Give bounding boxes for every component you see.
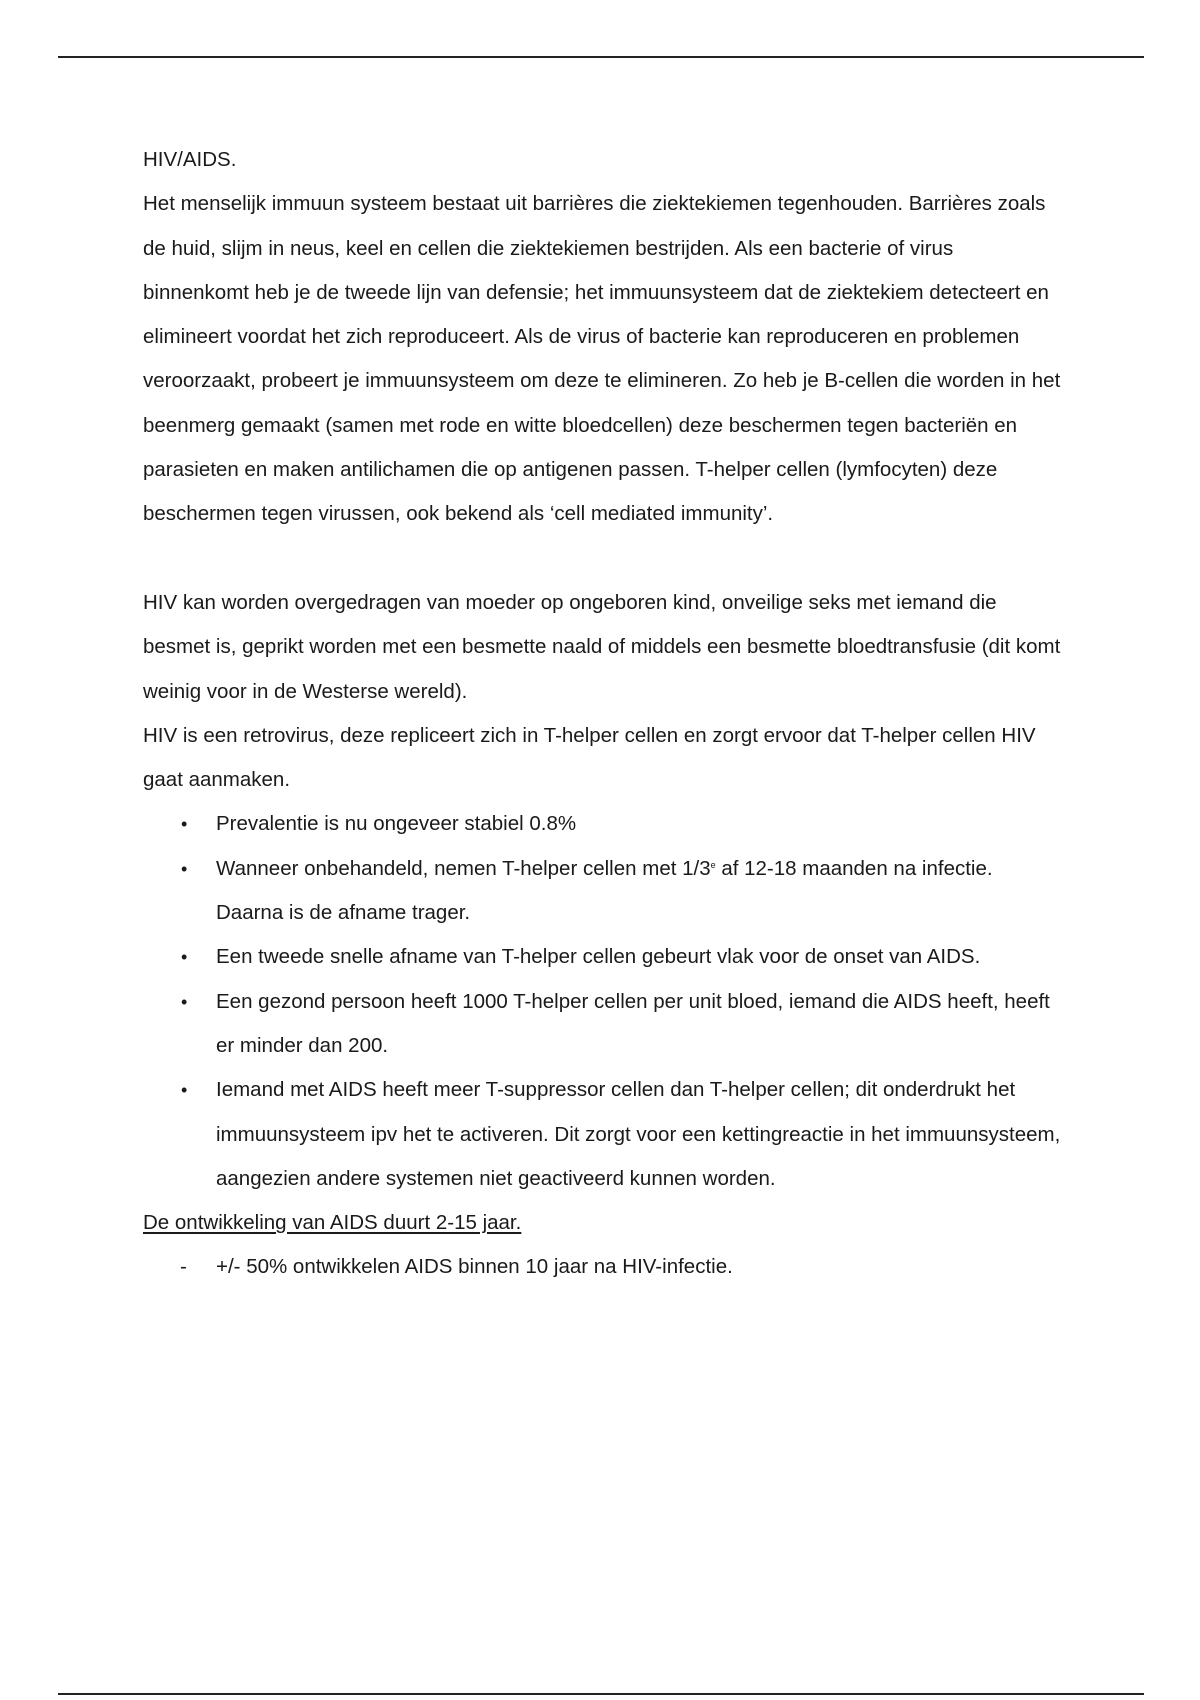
development-dash-list: [143, 1245, 1063, 1289]
bullet-marker: •: [181, 858, 188, 879]
development-heading: De ontwikkeling van AIDS duurt 2-15 jaar.: [143, 1211, 522, 1235]
list-item: [143, 980, 1063, 1069]
document-body: [143, 138, 1063, 1290]
header-rule: [58, 56, 1144, 58]
list-item: [143, 1245, 1063, 1289]
list-item-text: Een gezond persoon heeft 1000 T-helper cellen per unit bloed, iemand die AIDS heeft, heeft er minder dan 200.: [216, 989, 1050, 1057]
retrovirus-paragraph: HIV is een retrovirus, deze repliceert zich in T-helper cellen en zorgt ervoor dat T-helper cellen HIV gaat aanmaken.: [143, 723, 1036, 792]
bullet-marker: •: [181, 991, 188, 1012]
list-item: [143, 847, 1063, 936]
dash-marker: -: [180, 1255, 187, 1279]
list-item-text: Iemand met AIDS heeft meer T-suppressor cellen dan T-helper cellen; dit onderdrukt het immuunsysteem ipv het te activeren. Dit zorgt voor een kettingreactie in het immuunsysteem, aangezien andere systemen niet geactiveerd kunnen worden.: [216, 1078, 1061, 1190]
bullet-marker: •: [181, 814, 188, 835]
list-item-text: Wanneer onbehandeld, nemen T-helper cellen met 1/3: [216, 856, 711, 880]
list-item: [143, 1068, 1063, 1201]
intro-paragraph: Het menselijk immuun systeem bestaat uit barrières die ziektekiemen tegenhouden. Barrières zoals de huid, slijm in neus, keel en cellen die ziektekiemen bestrijden. Als een bacterie of virus binnenkomt heb je de tweede lijn van defensie; het immuunsysteem dat de ziektekiem detecteert en elimineert voordat het zich reproduceert. Als de virus of bacterie kan reproduceren en problemen veroorzaakt, probeert je immuunsysteem om deze te elimineren. Zo heb je B-cellen die worden in het beenmerg gemaakt (samen met rode en witte bloedcellen) deze beschermen tegen bacteriën en parasieten en maken antilichamen die op antigenen passen. T-helper cellen (lymfocyten) deze beschermen tegen virussen, ook bekend als ‘cell mediated immunity’.: [143, 192, 1061, 526]
facts-bullet-list: [143, 802, 1063, 1201]
list-item-text: +/- 50% ontwikkelen AIDS binnen 10 jaar na HIV-infectie.: [216, 1255, 733, 1279]
bullet-marker: •: [181, 947, 188, 968]
list-item-text: Een tweede snelle afname van T-helper cellen gebeurt vlak voor de onset van AIDS.: [216, 945, 981, 969]
footer-rule: [58, 1693, 1144, 1695]
list-item: [143, 935, 1063, 979]
list-item: [143, 802, 1063, 846]
transmission-paragraph: HIV kan worden overgedragen van moeder op ongeboren kind, onveilige seks met iemand die besmet is, geprikt worden met een besmette naald of middels een besmette bloedtransfusie (dit komt weinig voor in de Westerse wereld).: [143, 590, 1061, 703]
paragraph-spacer: [143, 537, 1063, 581]
document-title: HIV/AIDS.: [143, 148, 237, 171]
list-item-text: Prevalentie is nu ongeveer stabiel 0.8%: [216, 812, 577, 836]
superscript-e: e: [710, 859, 716, 870]
bullet-marker: •: [181, 1080, 188, 1101]
list-item-text: af 12-18 maanden na infectie. Daarna is de afname trager.: [216, 856, 993, 925]
